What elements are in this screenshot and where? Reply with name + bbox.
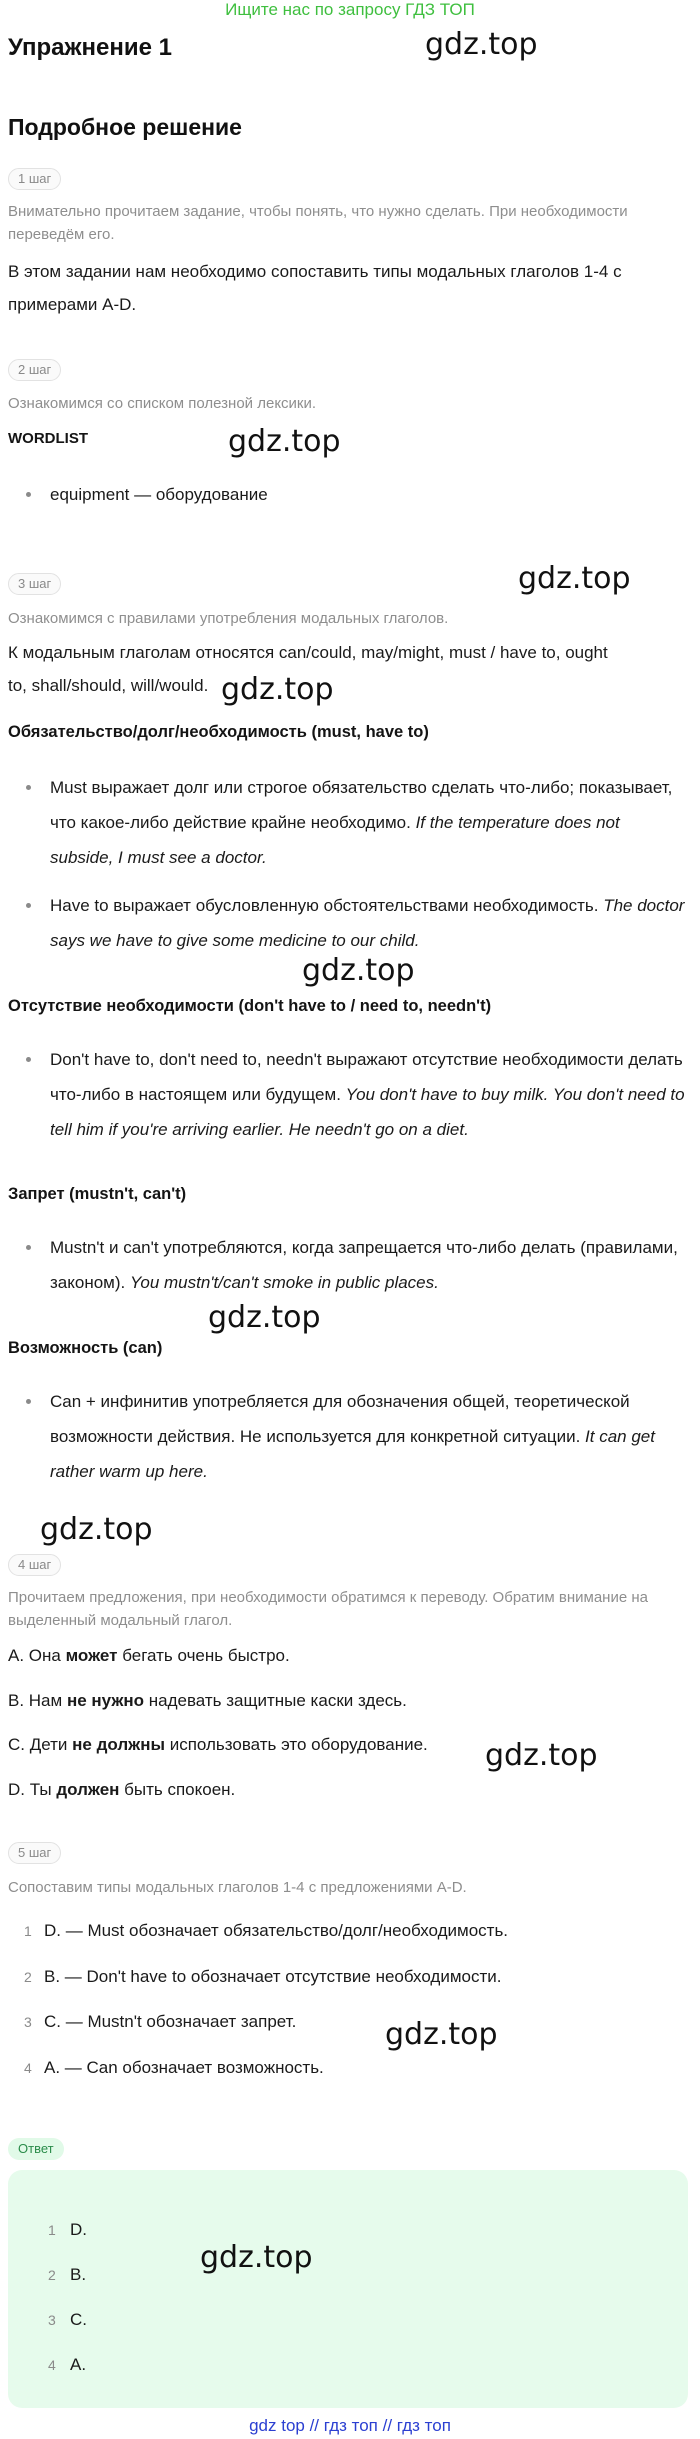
match-item: 4 A. — Can обозначает возможность.: [24, 2058, 324, 2077]
watermark: gdz.top: [302, 953, 415, 988]
answer-item: 4 A.: [48, 2355, 87, 2374]
bullet-icon: [26, 492, 31, 497]
rule-example: If the temperature does not subside, I must see a doctor.: [50, 813, 620, 867]
exercise-title: Упражнение 1: [8, 34, 172, 61]
rule-heading-possibility: Возможность (can): [8, 1339, 163, 1357]
watermark: gdz.top: [385, 2017, 498, 2052]
list-item: [26, 477, 686, 512]
step-4-note: Прочитаем предложения, при необходимости обратимся к переводу. Обратим внимание на выделенный модальный глагол.: [8, 1589, 648, 1629]
rule-example: You don't have to buy milk. You don't need to tell him if you're arriving earlier. He needn't go on a diet.: [50, 1085, 685, 1139]
match-item: 3 C. — Mustn't обозначает запрет.: [24, 2012, 297, 2031]
step-3-note: Ознакомимся с правилами употребления модальных глаголов.: [8, 610, 449, 627]
rule-text: Can + инфинитив употребляется для обозначения общей, теоретической возможности действия. Не используется для конкретной ситуации.: [50, 1392, 630, 1446]
list-item: [26, 1384, 686, 1489]
rule-example: You mustn't/can't smoke in public places.: [129, 1273, 439, 1292]
rule-text: Have to выражает обусловленную обстоятельствами необходимость.: [50, 896, 599, 915]
sentence-a: A. Она может бегать очень быстро.: [8, 1646, 290, 1665]
answer-item: 3 C.: [48, 2310, 87, 2329]
match-item: 2 B. — Don't have to обозначает отсутствие необходимости.: [24, 1967, 502, 1986]
rule-heading-obligation: Обязательство/долг/необходимость (must, have to): [8, 723, 429, 741]
bullet-icon: [26, 903, 31, 908]
bullet-icon: [26, 785, 31, 790]
rule-text: Don't have to, don't need to, needn't выражают отсутствие необходимости делать что-либо в настоящем или будущем.: [50, 1050, 683, 1104]
step-2-badge: 2 шаг: [8, 359, 61, 381]
bullet-icon: [26, 1245, 31, 1250]
list-item: [26, 1042, 686, 1147]
match-item: 1 D. — Must обозначает обязательство/долг/необходимость.: [24, 1921, 509, 1940]
search-banner[interactable]: Ищите нас по запросу ГДЗ ТОП: [225, 0, 475, 19]
answer-item: 1 D.: [48, 2220, 87, 2239]
step-1-note: Внимательно прочитаем задание, чтобы понять, что нужно сделать. При необходимости переведём его.: [8, 203, 628, 243]
list-item: [26, 770, 686, 875]
rule-example: It can get rather warm up here.: [50, 1427, 655, 1481]
watermark: gdz.top: [40, 1512, 153, 1547]
step-5-note: Сопоставим типы модальных глаголов 1-4 с предложениями A-D.: [8, 1879, 467, 1896]
rule-text: Must выражает долг или строгое обязательство сделать что-либо; показывает, что какое-либо действие крайне необходимо.: [50, 778, 673, 832]
step-4-badge: 4 шаг: [8, 1554, 61, 1576]
list-item: [26, 1230, 686, 1300]
sentence-b: B. Нам не нужно надевать защитные каски здесь.: [8, 1691, 407, 1710]
footer-links[interactable]: gdz top // гдз топ // гдз топ: [249, 2416, 451, 2435]
rule-text: Mustn't и can't употребляются, когда запрещается что-либо делать (правилами, законом).: [50, 1238, 678, 1292]
watermark: gdz.top: [221, 672, 334, 707]
rule-heading-no-necessity: Отсутствие необходимости (don't have to / need to, needn't): [8, 997, 492, 1015]
bullet-icon: [26, 1057, 31, 1062]
step-1-badge: 1 шаг: [8, 168, 61, 190]
answer-item: 2 B.: [48, 2265, 87, 2284]
rule-example: The doctor says we have to give some medicine to our child.: [50, 896, 685, 950]
sentence-d: D. Ты должен быть спокоен.: [8, 1780, 236, 1799]
wordlist-item: equipment — оборудование: [50, 485, 268, 504]
solution-heading: Подробное решение: [8, 114, 242, 140]
watermark: gdz.top: [518, 561, 631, 596]
watermark: gdz.top: [208, 1300, 321, 1335]
step-3-text: К модальным глаголам относятся can/could, may/might, must / have to, ought to, shall/should, will/would.: [8, 643, 608, 695]
watermark: gdz.top: [200, 2240, 313, 2275]
answer-badge: Ответ: [8, 2138, 64, 2160]
step-1-text: В этом задании нам необходимо сопоставить типы модальных глаголов 1-4 с примерами A-D.: [8, 262, 622, 314]
step-2-note: Ознакомимся со списком полезной лексики.: [8, 395, 317, 412]
step-3-badge: 3 шаг: [8, 573, 61, 595]
sentence-c: C. Дети не должны использовать это оборудование.: [8, 1735, 428, 1754]
rule-heading-prohibition: Запрет (mustn't, can't): [8, 1185, 187, 1203]
bullet-icon: [26, 1399, 31, 1404]
answer-box: [8, 2170, 688, 2408]
watermark: gdz.top: [425, 27, 538, 62]
watermark: gdz.top: [485, 1738, 598, 1773]
list-item: [26, 888, 686, 958]
wordlist-heading: WORDLIST: [8, 430, 88, 447]
watermark: gdz.top: [228, 424, 341, 459]
step-5-badge: 5 шаг: [8, 1842, 61, 1864]
